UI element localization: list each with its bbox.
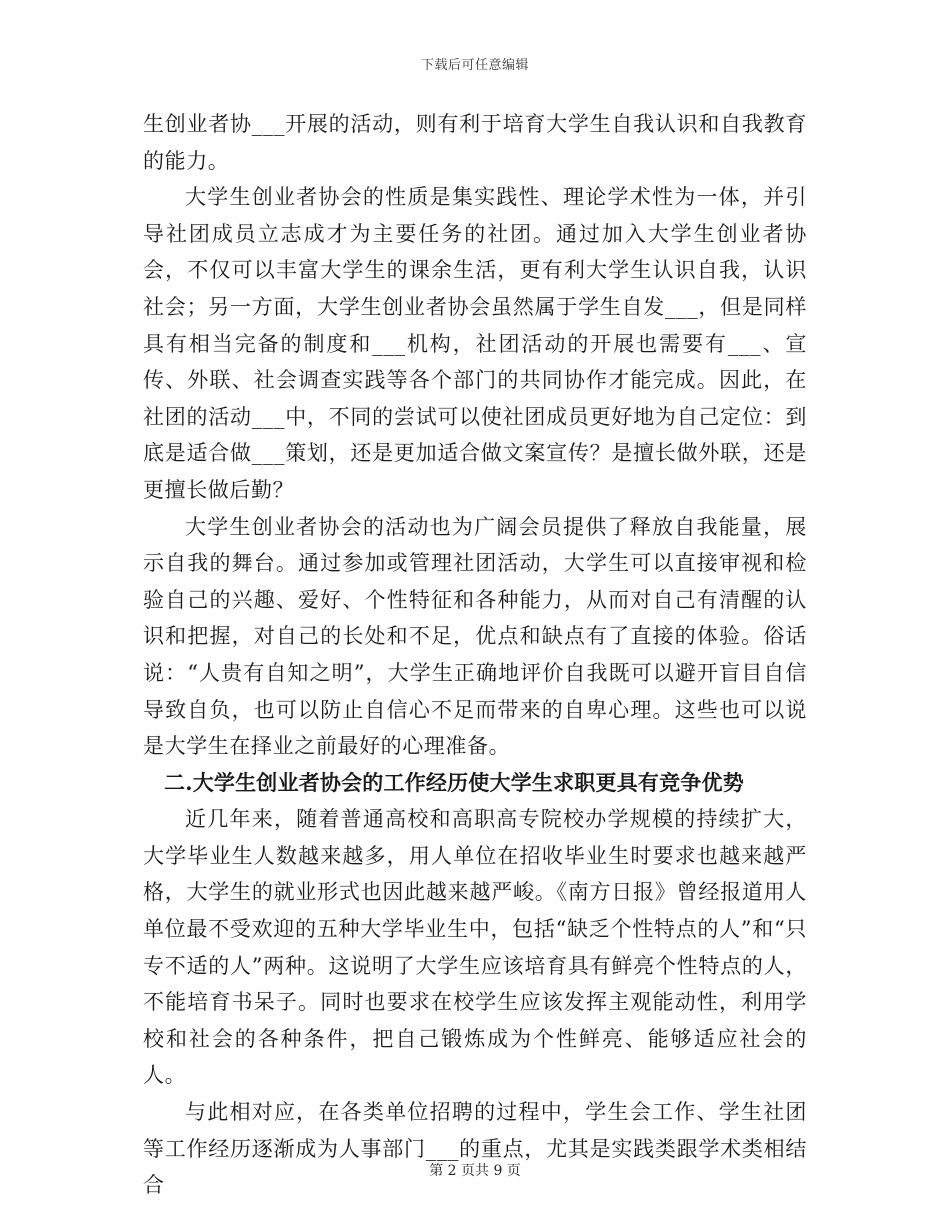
paragraph-employment-situation: 近几年来，随着普通高校和高职高专院校办学规模的持续扩大，大学毕业生人数越来越多，用人单位在招收毕业生时要求也越来越严格，大学生的就业形式也因此越来越严峻。《南方日报》曾经报道用人单位最不受欢迎的五种大学毕业生中，包括“缺乏个性特点的人”和“只专不适的人”两种。这说明了大学生应该培育具有鲜亮个性特点的人，不能培育书呆子。同时也要求在校学生应该发挥主观能动性，利用学校和社会的各种条件，把自己锻炼成为个性鲜亮、能够适应社会的人。: [143, 807, 807, 1088]
section-heading: 二.大学生创业者协会的工作经历使大学生求职更具有竞争优势: [164, 769, 744, 795]
document-body: [143, 106, 807, 1204]
paragraph-association-nature: 大学生创业者协会的性质是集实践性、理论学术性为一体，并引导社团成员立志成才为主要任务的社团。通过加入大学生创业者协会，不仅可以丰富大学生的课余生活，更有利大学生认识自我，认识社会；另一方面，大学生创业者协会虽然属于学生自发___，但是同样具有相当完备的制度和___机构，社团活动的开展也需要有___、宣传、外联、社会调查实践等各个部门的共同协作才能完成。因此，在社团的活动___中，不同的尝试可以使社团成员更好地为自己定位：到底是适合做___策划，还是更加适合做文案宣传？是擅长做外联，还是更擅长做后勤？: [143, 185, 807, 502]
page-footer: 第 2 页共 9 页: [429, 1163, 521, 1179]
page-header: 下载后可任意编辑: [420, 58, 529, 73]
paragraph-recruitment: 与此相对应，在各类单位招聘的过程中，学生会工作、学生社团等工作经历逐渐成为人事部门___的重点，尤其是实践类跟学术类相结合: [143, 1100, 807, 1198]
paragraph-self-evaluation: 大学生创业者协会的活动也为广阔会员提供了释放自我能量，展示自我的舞台。通过参加或管理社团活动，大学生可以直接审视和检验自己的兴趣、爱好、个性特征和各种能力，从而对自己有清醒的认识和把握，对自己的长处和不足，优点和缺点有了直接的体验。俗话说：“人贵有自知之明”，大学生正确地评价自我既可以避开盲目自信导致自负，也可以防止自信心不足而带来的自卑心理。这些也可以说是大学生在择业之前最好的心理准备。: [143, 514, 807, 759]
paragraph-continuation: 生创业者协___开展的活动，则有利于培育大学生自我认识和自我教育的能力。: [143, 112, 807, 173]
